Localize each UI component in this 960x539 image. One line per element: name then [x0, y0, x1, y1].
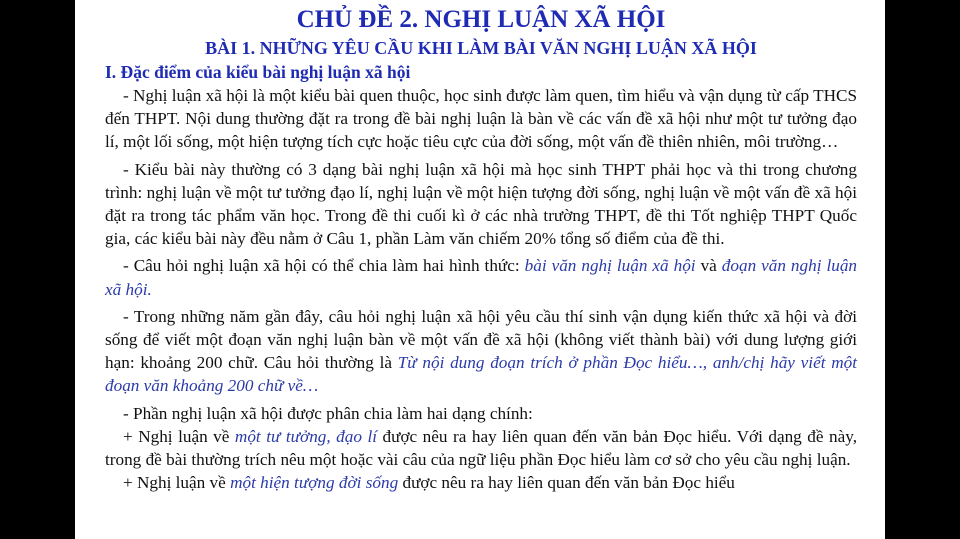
paragraph-2: - Kiểu bài này thường có 3 dạng bài nghị luận xã hội mà học sinh THPT phải học và thi trong chương trình: nghị luận về một tư tưởng đạo lí, nghị luận về một hiện tượng đời sống, nghị luận về một vấn đề xã hội đặt ra trong tác phẩm văn học. Trong đề thi cuối kì ở các nhà trường THPT, đề thi Tốt nghiệp THPT Quốc gia, các kiểu bài này đều nằm ở Câu 1, phần Làm văn chiếm 20% tổng số điểm của đề thi.: [105, 159, 857, 249]
paragraph-6-emphasis: một tư tưởng, đạo lí: [234, 426, 378, 446]
paragraph-4-text: - Trong những năm gần đây, câu hỏi nghị luận xã hội yêu cầu thí sinh vận dụng kiến thức xã hội và đời sống để viết một đoạn văn nghị luận bàn về một vấn đề xã hội (không viết thành bài) với dung lượng giới hạn: khoảng 200 chữ. Câu hỏi thường là: [105, 306, 857, 373]
paragraph-4-emphasis: Từ nội dung đoạn trích ở phần Đọc hiểu…, anh/chị hãy viết một đoạn văn khoảng 200 chữ về…: [105, 353, 857, 396]
page-title: CHỦ ĐỀ 2. NGHỊ LUẬN XÃ HỘI: [296, 6, 666, 33]
paragraph-3-emphasis-2: đoạn văn nghị luận xã hội.: [105, 256, 858, 299]
paragraph-4: [105, 305, 857, 398]
paragraph-7-partial: [105, 471, 857, 493]
lesson-subtitle: BÀI 1. NHỮNG YÊU CẦU KHI LÀM BÀI VĂN NGHỊ LUẬN XÃ HỘI: [205, 38, 757, 58]
paragraph-3: [105, 254, 857, 300]
paragraph-7-emphasis: một hiện tượng đời sống: [230, 473, 399, 493]
paragraph-6-text-end: được nêu ra hay liên quan đến văn bản Đọc hiểu. Với dạng đề này, trong đề bài thường trích nêu một hoặc vài câu của ngữ liệu phần Đọc hiểu làm cơ sở cho yêu cầu nghị luận.: [105, 426, 858, 470]
paragraph-6: [105, 425, 857, 471]
paragraph-1: - Nghị luận xã hội là một kiểu bài quen thuộc, học sinh được làm quen, tìm hiểu và vận dụng từ cấp THCS đến THPT. Nội dung thường đặt ra trong đề bài nghị luận là bàn về các vấn đề xã hội như một tư tưởng đạo lí, một lối sống, một hiện tượng tích cực hoặc tiêu cực của đời sống, một vấn đề thiên nhiên, môi trường…: [105, 86, 857, 152]
document-page: [75, 0, 885, 539]
paragraph-7-text: + Nghị luận về: [123, 473, 231, 493]
paragraph-6-text: + Nghị luận về: [123, 426, 235, 446]
paragraph-3-emphasis-1: bài văn nghị luận xã hội: [524, 256, 696, 276]
paragraph-7-text-end: được nêu ra hay liên quan đến văn bản Đọc hiểu: [398, 473, 735, 493]
paragraph-5: - Phần nghị luận xã hội được phân chia làm hai dạng chính:: [123, 403, 533, 423]
section-heading: I. Đặc điểm của kiểu bài nghị luận xã hội: [105, 62, 411, 82]
paragraph-3-text: - Câu hỏi nghị luận xã hội có thể chia làm hai hình thức:: [123, 256, 525, 276]
document-content: [75, 0, 885, 493]
paragraph-3-joiner: và: [695, 256, 722, 276]
